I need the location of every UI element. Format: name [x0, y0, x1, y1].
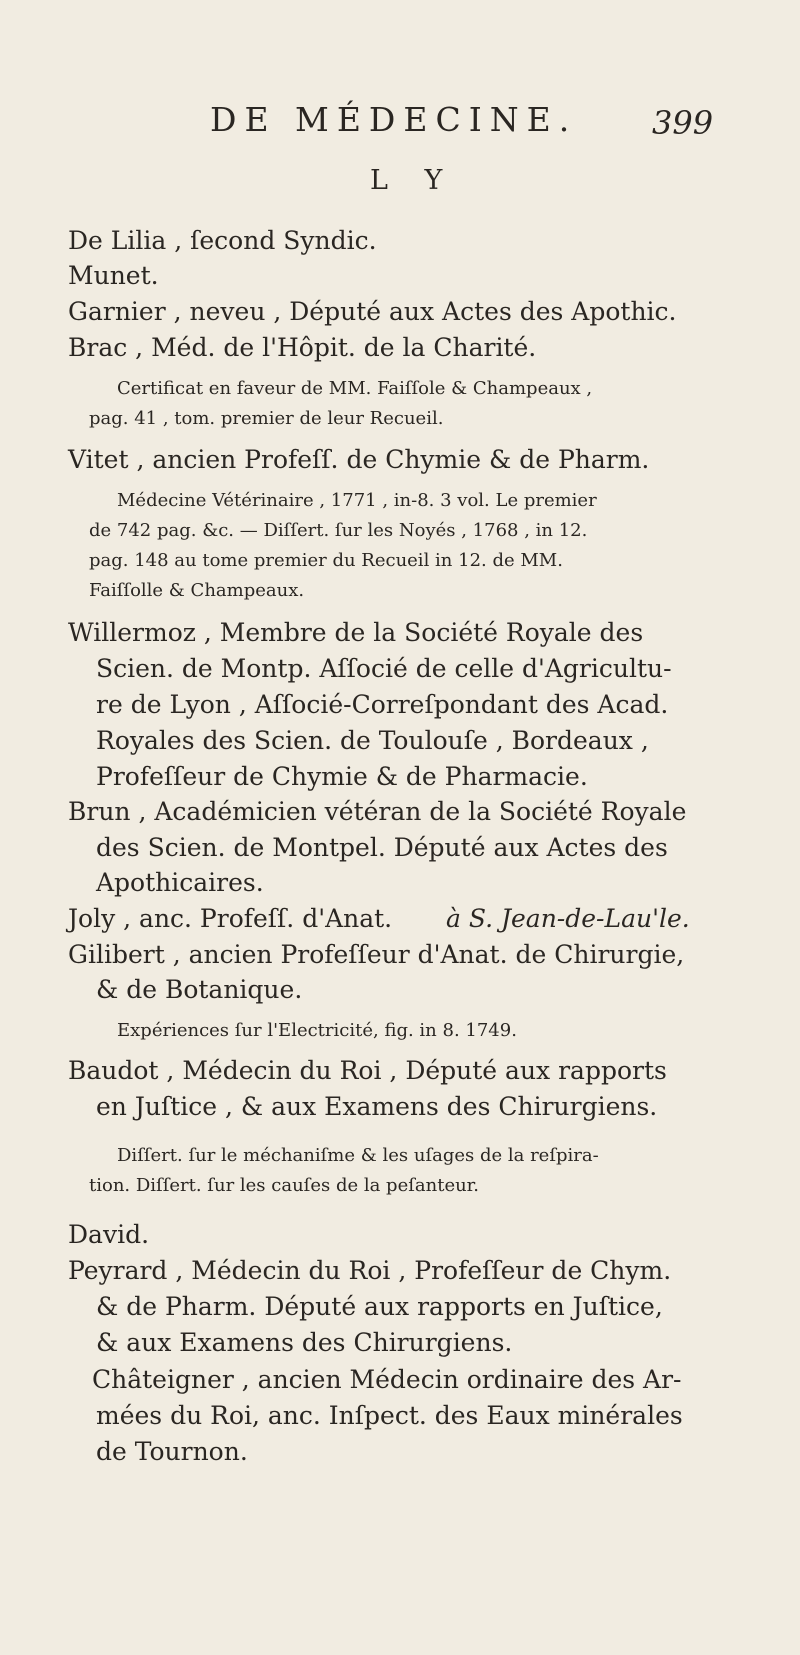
- entry-line: Munet.: [68, 261, 159, 290]
- entry-line: Joly , anc. Profeſſ. d'Anat.: [68, 904, 393, 933]
- note-line: Médecine Vétérinaire , 1771 , in-8. 3 vol. Le premier: [117, 490, 597, 511]
- running-header: DE MÉDECINE.: [210, 100, 578, 139]
- entry-line: & aux Examens des Chirurgiens.: [96, 1328, 513, 1357]
- entry-line: Apothicaires.: [96, 868, 264, 897]
- note-line: Certificat en faveur de MM. Faiſſole & Champeaux ,: [117, 378, 593, 399]
- entry-line: en Juſtice , & aux Examens des Chirurgiens.: [96, 1092, 658, 1121]
- entry-line: David.: [68, 1220, 150, 1249]
- entry-line: & de Pharm. Député aux rapports en Juſtice,: [96, 1292, 663, 1321]
- entry-line: Royales des Scien. de Toulouſe , Bordeaux ,: [96, 726, 649, 755]
- entry-line: De Lilia , ſecond Syndic.: [68, 226, 377, 255]
- note-line: de 742 pag. &c. — Diſſert. ſur les Noyés , 1768 , in 12.: [89, 520, 588, 541]
- note-line: pag. 148 au tome premier du Recueil in 12. de MM.: [89, 550, 563, 571]
- entry-line-italic: à S. Jean-de-Lau'le.: [446, 904, 690, 933]
- entry-line: re de Lyon , Aſſocié-Correſpondant des Acad.: [96, 690, 669, 719]
- note-line: Expériences ſur l'Electricité, fig. in 8. 1749.: [117, 1020, 517, 1041]
- entry-line: Garnier , neveu , Député aux Actes des Apothic.: [68, 297, 677, 326]
- entry-line: Willermoz , Membre de la Société Royale des: [68, 618, 644, 647]
- entry-line: Gilibert , ancien Profeſſeur d'Anat. de Chirurgie,: [68, 940, 685, 969]
- page-number: 399: [652, 104, 714, 142]
- entry-line: des Scien. de Montpel. Député aux Actes des: [96, 833, 668, 862]
- note-line: tion. Diſſert. ſur les cauſes de la peſanteur.: [89, 1175, 480, 1196]
- entry-line: Peyrard , Médecin du Roi , Profeſſeur de Chym.: [68, 1256, 672, 1285]
- entry-line: & de Botanique.: [96, 975, 303, 1004]
- entry-line: de Tournon.: [96, 1437, 248, 1466]
- entry-line: Brac , Méd. de l'Hôpit. de la Charité.: [68, 333, 537, 362]
- entry-line: Vitet , ancien Profeſſ. de Chymie & de Pharm.: [68, 445, 650, 474]
- note-line: Faiſſolle & Champeaux.: [89, 580, 305, 601]
- entry-line: Baudot , Médecin du Roi , Député aux rapports: [68, 1056, 667, 1085]
- note-line: pag. 41 , tom. premier de leur Recueil.: [89, 408, 444, 429]
- entry-line: Profeſſeur de Chymie & de Pharmacie.: [96, 762, 588, 791]
- note-line: Diſſert. ſur le méchaniſme & les uſages de la reſpira-: [117, 1145, 599, 1166]
- entry-line: Scien. de Montp. Aſſocié de celle d'Agricultu-: [96, 654, 672, 683]
- section-heading: L Y: [370, 165, 457, 196]
- entry-line: Brun , Académicien vétéran de la Société Royale: [68, 797, 687, 826]
- entry-line: mées du Roi, anc. Inſpect. des Eaux minérales: [96, 1401, 683, 1430]
- entry-line: Châteigner , ancien Médecin ordinaire des Ar-: [92, 1365, 682, 1394]
